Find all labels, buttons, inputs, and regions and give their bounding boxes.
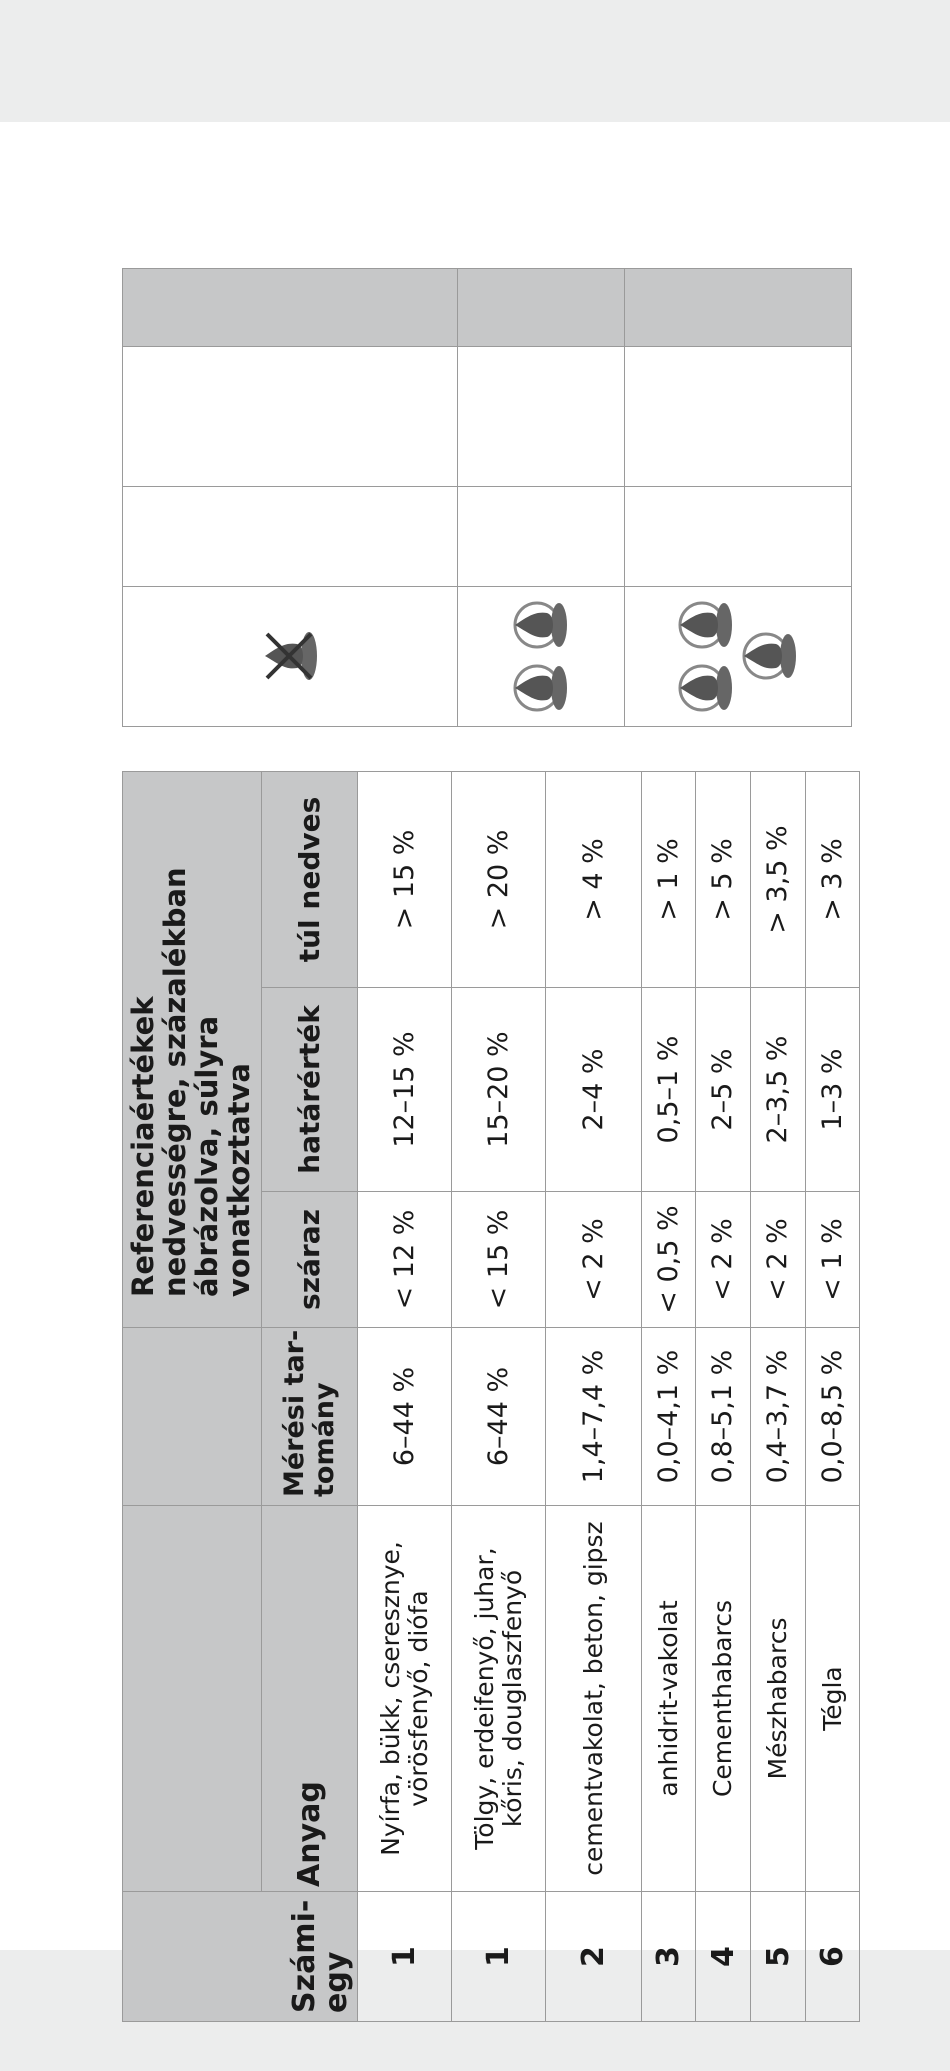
table-row: 2 cementvakolat, beton, gipsz 1,4–7,4 % < 2 % 2–4 % > 4 % [546, 771, 642, 2021]
table-row: 5 Mészhabarcs 0,4–3,7 % < 2 % 2–3,5 % > 3,5 % [751, 771, 806, 2021]
table-row: 1 Nyírfa, bükk, cseresznye, vörösfenyő, diófa 6–44 % < 12 % 12–15 % > 15 % [358, 771, 452, 2021]
fire-icon [509, 662, 569, 714]
table-row: 1 Tölgy, erdeifenyő, juhar, kőris, douglaszfenyő 6–44 % < 15 % 15–20 % > 20 % [452, 771, 546, 2021]
header-material: Anyag [262, 1506, 358, 1892]
table-row: 3 anhidrit-vakolat 0,0–4,1 % < 0,5 % 0,5–1 % > 1 % [642, 771, 696, 2021]
fire-icon [509, 599, 569, 651]
header-range: Mérési tar-tomány [262, 1328, 358, 1506]
fire-icon [674, 662, 734, 714]
header-wet: túl nedves [262, 771, 358, 987]
fire-icon [738, 631, 798, 683]
icon-cell-crossed [123, 587, 458, 727]
icon-cell-two [458, 587, 625, 727]
header-dry: száraz [262, 1192, 358, 1328]
header-reference: Referenciaértékek nedvességre, százalékban ábrázolva, súlyra vonatkoztatva [123, 771, 262, 1327]
moisture-reference-table [122, 772, 856, 2022]
manual-page [0, 122, 950, 2013]
table-row: 6 Tégla 0,0–8,5 % < 1 % 1–3 % > 3 % [806, 771, 860, 2021]
icon-legend-table [122, 269, 852, 727]
fire-icon [674, 599, 734, 651]
icon-cell-three [625, 587, 852, 727]
header-unit: Számi-egy [123, 1892, 358, 2022]
table-row: 4 Cementhabarcs 0,8–5,1 % < 2 % 2–5 % > 5 % [696, 771, 751, 2021]
header-limit: határérték [262, 988, 358, 1192]
fire-crossed-icon [257, 629, 319, 685]
